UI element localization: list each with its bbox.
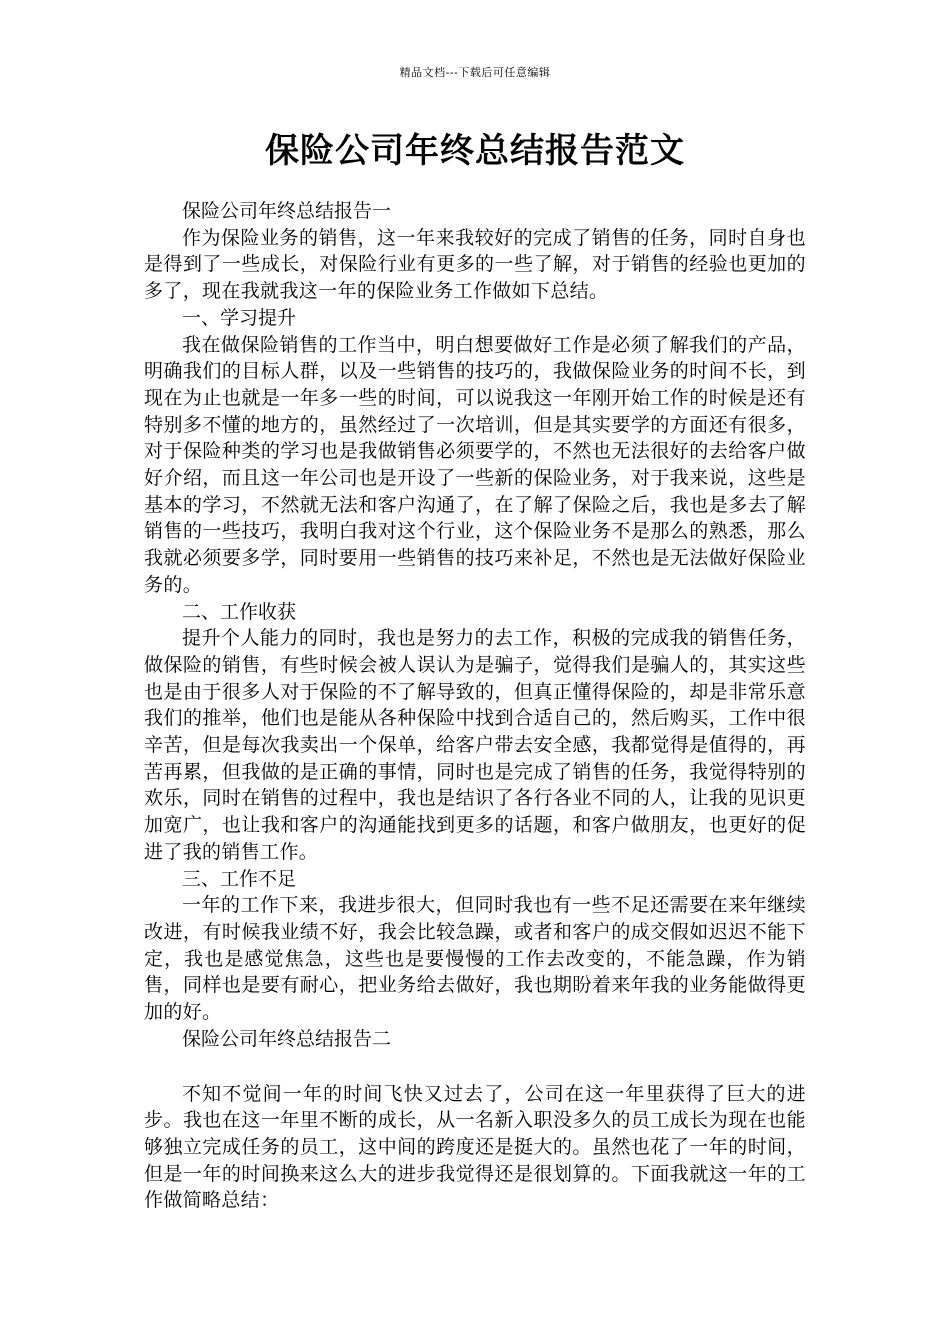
report-one-heading: 保险公司年终总结报告一 xyxy=(182,200,392,222)
section-heading-gains: 二、工作收获 xyxy=(182,600,297,623)
section-heading-study: 一、学习提升 xyxy=(182,306,297,329)
report-two-paragraph: 不知不觉间一年的时间飞快又过去了，公司在这一年里获得了巨大的进步。我也在这一年里不断的成长，从一名新入职没多久的员工成长为现在也能够独立完成任务的员工，这中间的跨度还是挺大的。虽然也花了一年的时间，但是一年的时间换来这么大的进步我觉得还是很划算的。下面我就这一年的工作做简略总结： xyxy=(144,1082,806,1212)
shortcomings-paragraph: 一年的工作下来，我进步很大，但同时我也有一些不足还需要在来年继续改进，有时候我业绩不好，我会比较急躁，或者和客户的成交假如迟迟不能下定，我也是感觉焦急，这些也是要慢慢的工作去改变的，不能急躁，作为销售，同样也是要有耐心，把业务给去做好，我也期盼着来年我的业务能做得更加的好。 xyxy=(144,894,806,1024)
document-title: 保险公司年终总结报告范文 xyxy=(265,131,685,171)
header-note: 精品文档---下载后可任意编辑 xyxy=(399,66,551,79)
section-heading-shortcomings: 三、工作不足 xyxy=(182,867,297,890)
paragraph-spacer xyxy=(144,1053,806,1081)
intro-paragraph: 作为保险业务的销售，这一年来我较好的完成了销售的任务，同时自身也是得到了一些成长，对保险行业有更多的一些了解，对于销售的经验也更加的多了，现在我就我这一年的保险业务工作做如下总结。 xyxy=(144,226,806,303)
study-paragraph: 我在做保险销售的工作当中，明白想要做好工作是必须了解我们的产品，明确我们的目标人群，以及一些销售的技巧的，我做保险业务的时间不长，到现在为止也就是一年多一些的时间，可以说我这一年刚开始工作的时候是还有特别多不懂的地方的，虽然经过了一次培训，但是其实要学的方面还有很多，对于保险种类的学习也是我做销售必须要学的，不然也无法很好的去给客户做好介绍，而且这一年公司也是开设了一些新的保险业务，对于我来说，这些是基本的学习，不然就无法和客户沟通了，在了解了保险之后，我也是多去了解销售的一些技巧，我明白我对这个行业，这个保险业务不是那么的熟悉，那么我就必须要多学，同时要用一些销售的技巧来补足，不然也是无法做好保险业务的。 xyxy=(144,333,806,596)
document-body xyxy=(144,198,806,1214)
report-two-heading: 保险公司年终总结报告二 xyxy=(182,1027,392,1050)
gains-paragraph: 提升个人能力的同时，我也是努力的去工作，积极的完成我的销售任务，做保险的销售，有些时候会被人误认为是骗子，觉得我们是骗人的，其实这些也是由于很多人对于保险的不了解导致的，但真正懂得保险的，却是非常乐意我们的推举，他们也是能从各种保险中找到合适自己的，然后购买，工作中很辛苦，但是每次我卖出一个保单，给客户带去安全感，我都觉得是值得的，再苦再累，但我做的是正确的事情，同时也是完成了销售的任务，我觉得特别的欢乐，同时在销售的过程中，我也是结识了各行各业不同的人，让我的见识更加宽广，也让我和客户的沟通能找到更多的话题，和客户做朋友，也更好的促进了我的销售工作。 xyxy=(144,627,806,863)
